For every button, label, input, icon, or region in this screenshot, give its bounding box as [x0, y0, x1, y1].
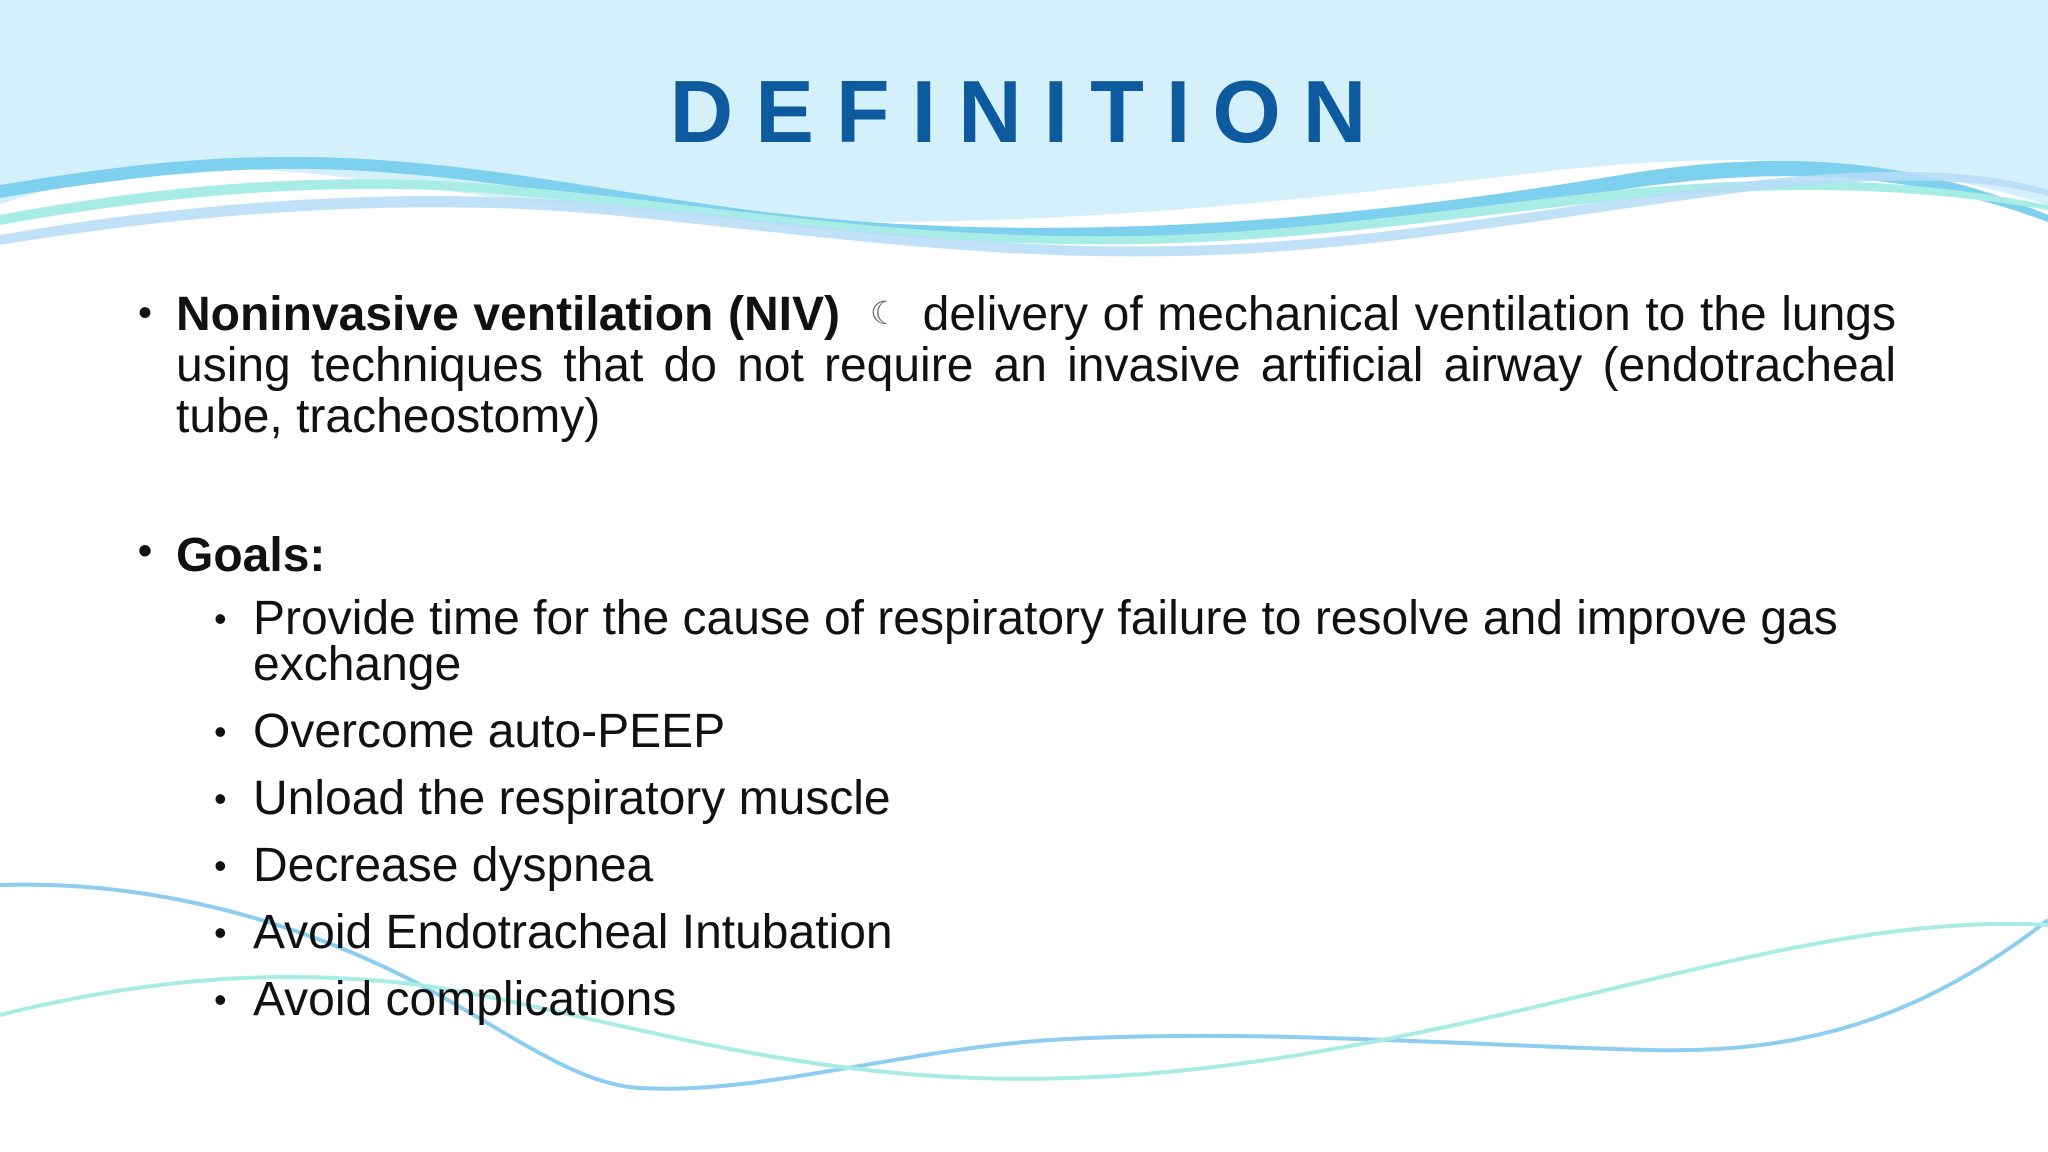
goal-item — [214, 592, 1898, 691]
goal-text: Avoid Endotracheal Intubation — [253, 906, 893, 959]
goal-item — [214, 705, 1898, 758]
bullet-icon: • — [138, 529, 153, 573]
goal-text: Unload the respiratory muscle — [253, 772, 891, 825]
goal-text: Decrease dyspnea — [253, 839, 654, 892]
definition-bullet — [138, 288, 1898, 442]
goal-item — [214, 772, 1898, 825]
bullet-icon: • — [214, 845, 227, 886]
crescent-moon-icon: ☾ — [869, 295, 899, 331]
bullet-icon: • — [214, 912, 227, 953]
definition-term: Noninvasive ventilation (NIV) — [176, 288, 840, 341]
slide-content — [138, 288, 1898, 1044]
goal-text: Avoid complications — [253, 973, 677, 1026]
definition-paragraph — [176, 288, 1896, 442]
goal-item — [214, 839, 1898, 892]
bullet-icon: • — [214, 778, 227, 819]
bullet-icon: • — [138, 291, 153, 335]
goals-heading: Goals: — [176, 529, 326, 582]
bullet-icon: • — [214, 979, 227, 1020]
goals-list — [138, 592, 1898, 1026]
goal-item — [214, 906, 1898, 959]
bullet-icon: • — [214, 598, 227, 639]
goal-item — [214, 973, 1898, 1026]
goals-bullet — [138, 526, 1898, 586]
goal-text: Overcome auto-PEEP — [253, 705, 726, 758]
goal-text: Provide time for the cause of respiratory failure to resolve and improve gas exchange — [253, 592, 1838, 691]
definition-text: delivery of mechanical ventilation to the lungs using techniques that do not require an invasive artificial airway (endotracheal tube, tracheostomy) — [176, 288, 1896, 443]
bullet-icon: • — [214, 711, 227, 752]
slide-title: DEFINITION — [669, 62, 1389, 161]
